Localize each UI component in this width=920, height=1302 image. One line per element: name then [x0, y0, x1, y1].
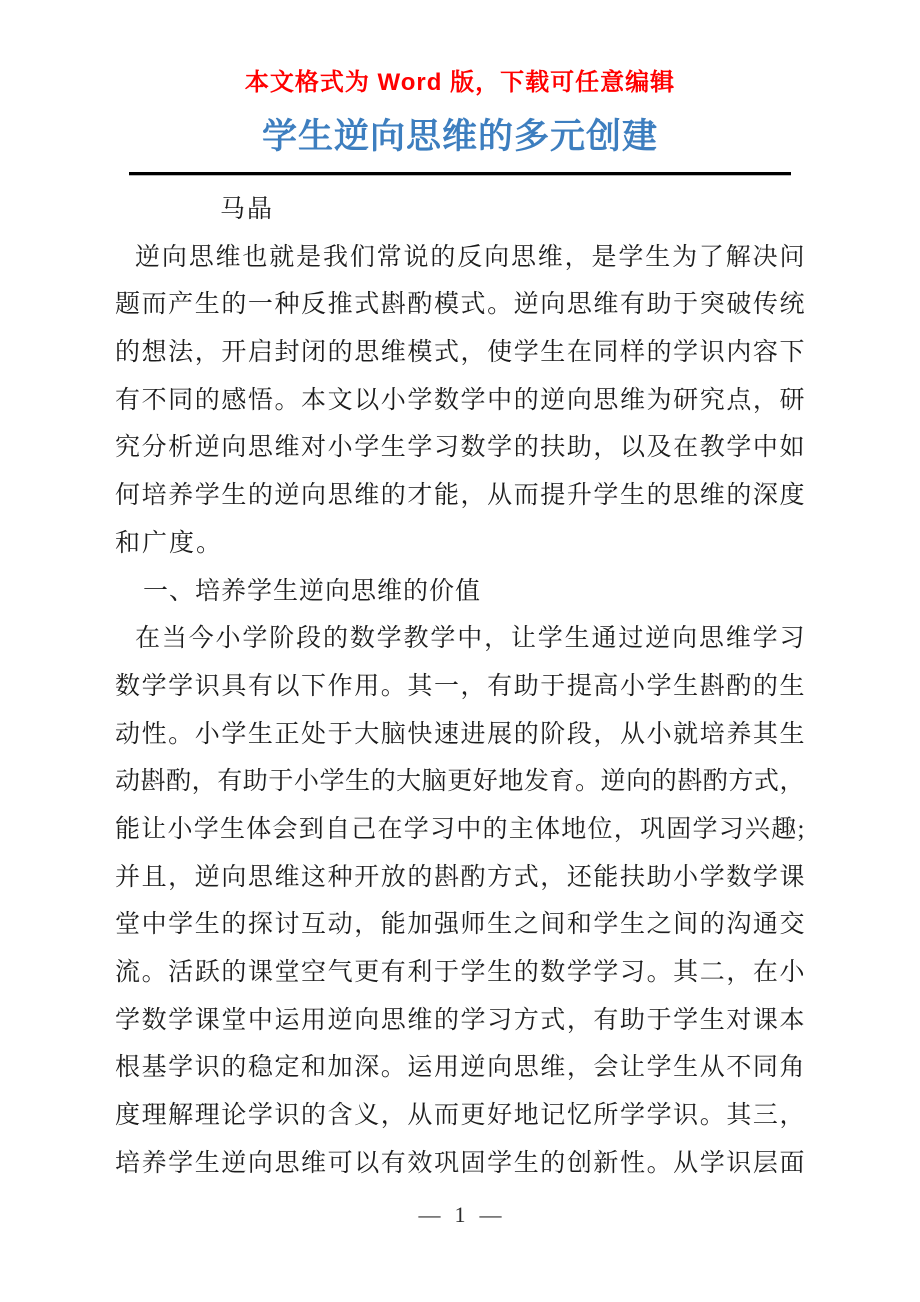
- body-text-line: 培养学生逆向思维可以有效巩固学生的创新性。从学识层面: [115, 1149, 805, 1177]
- page-number: 1: [454, 1202, 466, 1227]
- body-text-line: 何培养学生的逆向思维的才能，从而提升学生的思维的深度: [115, 482, 805, 510]
- body-text-line: 堂中学生的探讨互动，能加强师生之间和学生之间的沟通交: [115, 911, 805, 939]
- body-text-line: 在当今小学阶段的数学教学中，让学生通过逆向思维学习: [135, 625, 805, 653]
- body-text-line: 逆向思维也就是我们常说的反向思维，是学生为了解决问: [135, 243, 805, 271]
- body-text-line: 流。活跃的课堂空气更有利于学生的数学学习。其二，在小: [115, 959, 805, 986]
- body-text-line: 动斟酌，有助于小学生的大脑更好地发育。逆向的斟酌方式，: [115, 768, 805, 796]
- footer-dash-right: —: [479, 1202, 502, 1227]
- body-text-line: 能让小学生体会到自己在学习中的主体地位，巩固学习兴趣;: [115, 815, 805, 843]
- body-text-line: 究分析逆向思维对小学生学习数学的扶助，以及在教学中如: [115, 434, 805, 462]
- title-divider: [129, 172, 791, 175]
- section-heading: 一、培养学生逆向思维的价值: [143, 577, 482, 605]
- document-body: [115, 186, 805, 1187]
- body-text-line: 数学学识具有以下作用。其一，有助于提高小学生斟酌的生: [115, 672, 805, 700]
- body-text-line: 和广度。: [115, 529, 224, 557]
- author-name: 马晶: [220, 196, 275, 223]
- body-text-line: 学数学课堂中运用逆向思维的学习方式，有助于学生对课本: [115, 1006, 805, 1034]
- page-footer: [0, 1200, 920, 1230]
- header-notice: 本文格式为 Word 版，下载可任意编辑: [244, 69, 676, 96]
- body-text-line: 并且，逆向思维这种开放的斟酌方式，还能扶助小学数学课: [115, 863, 805, 891]
- body-text-line: 有不同的感悟。本文以小学数学中的逆向思维为研究点，研: [115, 386, 805, 414]
- body-text-line: 根基学识的稳定和加深。运用逆向思维，会让学生从不同角: [115, 1054, 805, 1082]
- body-text-line: 度理解理论学识的含义，从而更好地记忆所学学识。其三，: [115, 1102, 805, 1130]
- body-text-line: 题而产生的一种反推式斟酌模式。逆向思维有助于突破传统: [115, 291, 805, 319]
- body-text-line: 的想法，开启封闭的思维模式，使学生在同样的学识内容下: [115, 339, 805, 367]
- body-text-line: 动性。小学生正处于大脑快速进展的阶段，从小就培养其生: [115, 720, 805, 748]
- footer-dash-left: —: [418, 1202, 441, 1227]
- page-title: 学生逆向思维的多元创建: [261, 117, 658, 156]
